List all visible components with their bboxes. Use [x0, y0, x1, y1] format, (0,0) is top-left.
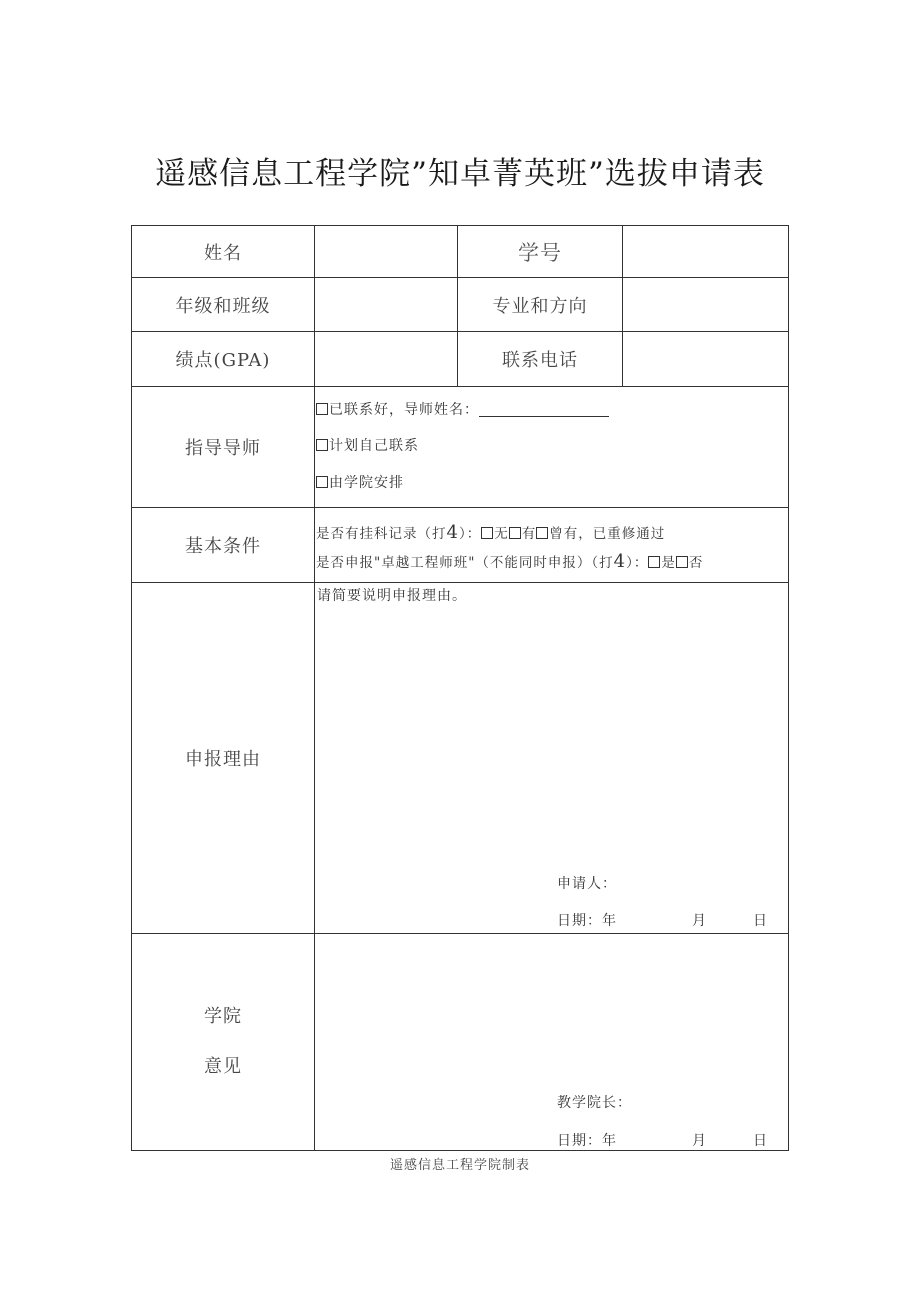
college-date-month: 月 [692, 1133, 707, 1149]
name-field[interactable] [315, 226, 457, 277]
college-opinion-label [132, 934, 314, 1150]
checkbox[interactable] [676, 556, 688, 568]
footer-note: 遥感信息工程学院制表 [389, 1158, 530, 1173]
college-label-line1: 学院 [204, 1006, 242, 1027]
major-field[interactable] [623, 278, 788, 331]
checkbox[interactable] [316, 403, 328, 415]
grade-class-field[interactable] [315, 278, 457, 331]
application-form [131, 225, 789, 1151]
reason-prompt: 请简要说明申报理由。 [317, 588, 467, 604]
college-opinion-field[interactable] [315, 936, 788, 1086]
basic-conditions-label: 基本条件 [185, 536, 261, 557]
phone-field[interactable] [623, 332, 788, 386]
checkbox[interactable] [316, 476, 328, 488]
form-title: 遥感信息工程学院”知卓菁英班”选拔申请表 [155, 156, 765, 192]
college-date-day: 日 [753, 1133, 768, 1149]
college-label-line2: 意见 [204, 1056, 242, 1077]
advisor-label: 指导导师 [185, 438, 261, 459]
checkbox[interactable] [316, 439, 328, 451]
major-label: 专业和方向 [492, 295, 588, 317]
phone-label: 联系电话 [502, 350, 578, 371]
advisor-option-college: 由学院安排 [316, 472, 404, 492]
reason-label: 申报理由 [185, 749, 261, 770]
excellent-engineer-question: 是否申报"卓越工程师班"（不能同时申报）（打4）： 是 否 [316, 551, 704, 572]
checkbox[interactable] [509, 527, 521, 539]
name-label: 姓名 [204, 242, 242, 264]
advisor-option-self: 计划自己联系 [316, 435, 419, 455]
failed-course-question: 是否有挂科记录（打4）： 无 有 曾有，已重修通过 [316, 522, 666, 543]
checkbox[interactable] [536, 527, 548, 539]
student-id-field[interactable] [623, 226, 788, 277]
gpa-label: 绩点(GPA) [175, 350, 271, 371]
advisor-option-contacted: 已联系好，导师姓名： [316, 399, 609, 419]
advisor-name-blank[interactable] [479, 402, 609, 417]
dean-signature[interactable]: 教学院长： [557, 1095, 632, 1111]
applicant-signature[interactable]: 申请人： [557, 876, 617, 892]
reason-date-day: 日 [753, 913, 768, 929]
student-id-label: 学号 [518, 240, 562, 265]
gpa-field[interactable] [315, 332, 457, 386]
reason-date-year[interactable]: 日期：年 [557, 913, 617, 929]
checkbox[interactable] [648, 556, 660, 568]
reason-date-month: 月 [692, 913, 707, 929]
college-date-year[interactable]: 日期：年 [557, 1133, 617, 1149]
checkbox[interactable] [481, 527, 493, 539]
grade-class-label: 年级和班级 [175, 295, 271, 317]
reason-textarea[interactable] [315, 606, 788, 866]
